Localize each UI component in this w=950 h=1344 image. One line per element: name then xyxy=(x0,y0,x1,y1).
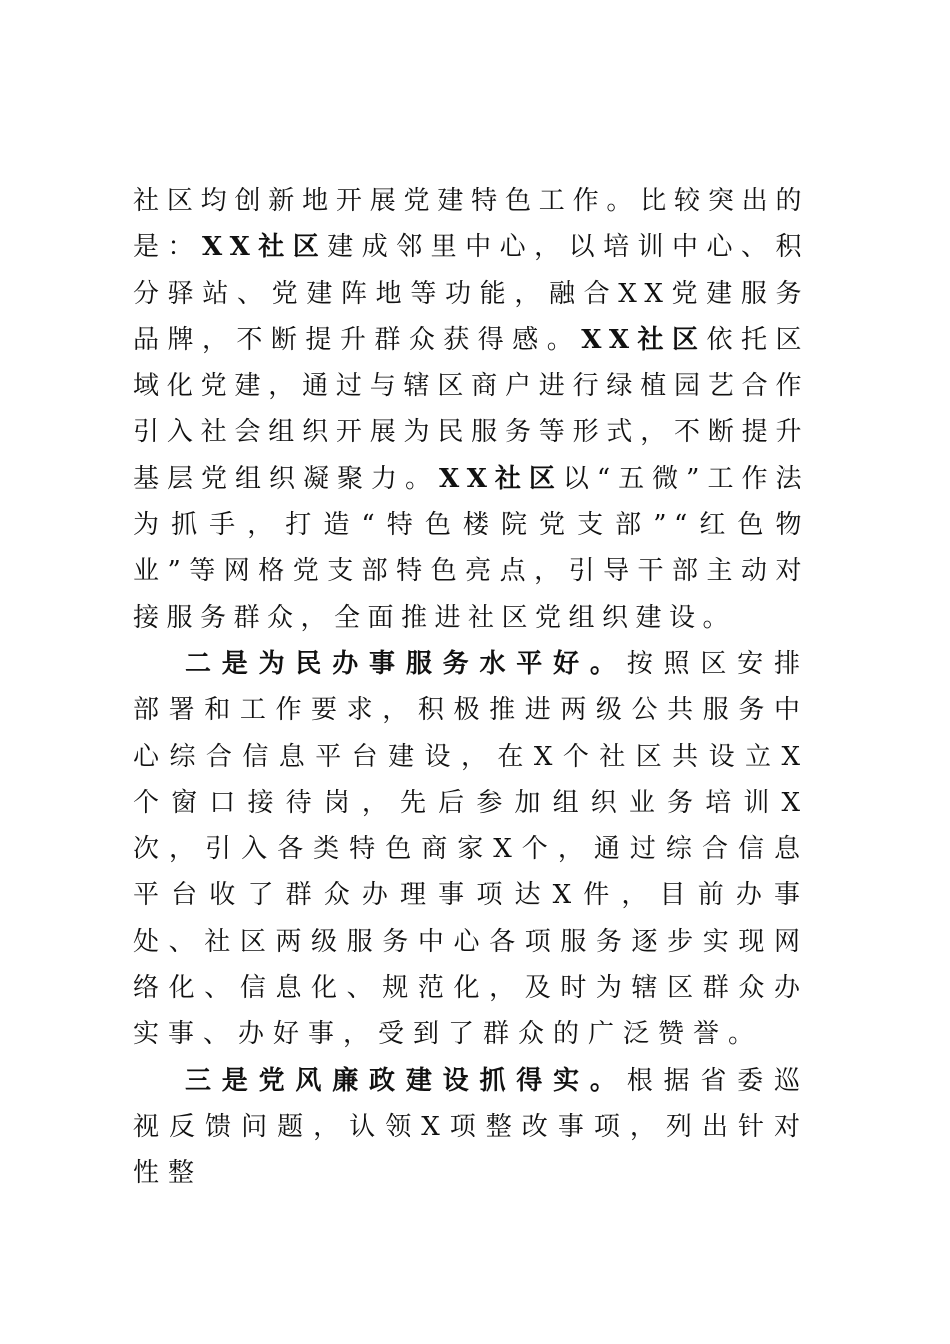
text-segment: 以“五微”工作法为抓手，打造“特色楼院党支部”“红色物业”等网格党支部特色亮点，引导干部主动对接服务群众，全面推进社区党组织建设。 xyxy=(133,463,809,633)
text-segment: 按照区安排部署和工作要求，积极推进两级公共服务中心综合信息平台建设，在X个社区共设立X个窗口接待岗，先后参加组织业务培训X次，引入各类特色商家X个，通过综合信息平台收了群众办理事项达X件，目前办事处、社区两级服务中心各项服务逐步实现网络化、信息化、规范化，及时为辖区群众办实事、办好事，受到了群众的广泛赞誉。 xyxy=(133,648,809,1050)
community-name-bold: XX社区 xyxy=(581,324,707,355)
text-segment: 建成邻里中心，以培训中心、积分驿站、党建阵地等功能，融合XX党建服务品牌，不断提升群众获得感。 xyxy=(133,232,809,355)
section-heading-bold: 三是党风廉政建设抓得实。 xyxy=(185,1065,627,1096)
text-segment: 社区均创新地开展党建特色工作。比较突出的是： xyxy=(133,186,809,263)
community-name-bold: XX社区 xyxy=(439,463,563,494)
paragraph-public-service xyxy=(133,641,809,1058)
community-name-bold: XX社区 xyxy=(201,232,328,263)
paragraph-integrity-building xyxy=(133,1058,809,1197)
paragraph-community-highlights xyxy=(133,178,809,641)
text-segment: 依托区域化党建，通过与辖区商户进行绿植园艺合作引入社会组织开展为民服务等形式，不断提升基层党组织凝聚力。 xyxy=(133,324,809,494)
section-heading-bold: 二是为民办事服务水平好。 xyxy=(185,648,627,679)
document-body xyxy=(133,178,809,1197)
text-segment: 根据省委巡视反馈问题，认领X项整改事项，列出针对性整 xyxy=(133,1065,809,1189)
